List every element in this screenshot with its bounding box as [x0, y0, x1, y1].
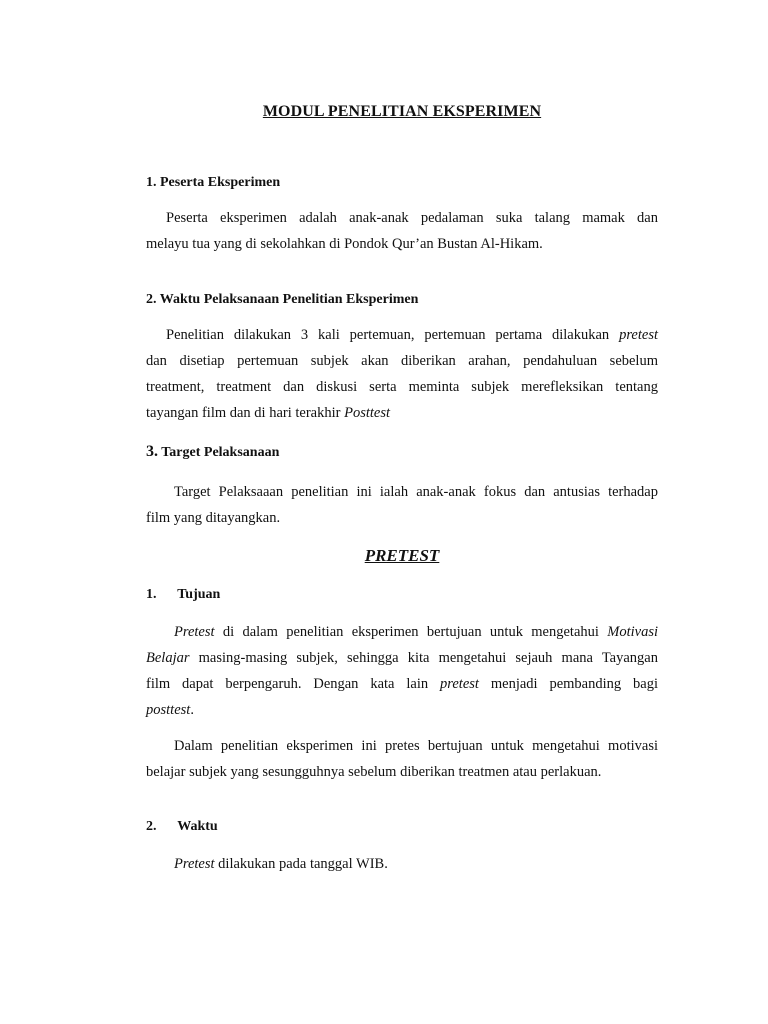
section-3-heading — [146, 443, 279, 461]
paragraph-line: Target Pelaksaaan penelitian ini ialah anak-anak fokus dan antusias terhadap — [174, 484, 658, 500]
paragraph-line: Dalam penelitian eksperimen ini pretes bertujuan untuk mengetahui motivasi — [174, 738, 658, 754]
paragraph-line — [146, 400, 658, 426]
paragraph-line — [146, 697, 658, 723]
text-run: dilakukan pada tanggal WIB. — [214, 856, 388, 872]
text-run: masing-masing subjek, sehingga kita mengetahui sejauh mana Tayangan — [189, 650, 658, 666]
paragraph-line — [146, 619, 658, 645]
section-title: Peserta Eksperimen — [160, 175, 281, 190]
section-3-paragraph — [146, 479, 658, 531]
paragraph-line: belajar subjek yang sesungguhnya sebelum diberikan treatmen atau perlakuan. — [146, 764, 602, 780]
text-run: Penelitian dilakukan 3 kali pertemuan, pertemuan pertama dilakukan — [166, 327, 620, 343]
section-1-paragraph — [146, 205, 658, 257]
tujuan-paragraph-1 — [146, 619, 658, 723]
section-2-paragraph — [146, 322, 658, 426]
text-run: tayangan film dan di hari terakhir — [146, 405, 345, 421]
paragraph-line: treatment, treatment dan diskusi serta meminta subjek merefleksikan tentang — [146, 379, 658, 395]
text-run: di dalam penelitian eksperimen bertujuan untuk mengetahui — [214, 624, 608, 640]
section-1-heading — [146, 175, 280, 191]
document-title: MODUL PENELITIAN EKSPERIMEN — [262, 103, 542, 120]
tujuan-paragraph-2 — [146, 733, 658, 785]
text-run: menjadi pembanding bagi — [478, 676, 658, 692]
paragraph-line — [146, 851, 658, 877]
italic-term: pretest — [619, 327, 658, 343]
section-number: 3. — [146, 443, 158, 460]
italic-term: Motivasi — [607, 624, 658, 640]
section-title: Waktu Pelaksanaan Penelitian Eksperimen — [159, 292, 419, 307]
waktu-paragraph — [146, 851, 658, 877]
paragraph-line — [146, 671, 658, 697]
italic-term: pretest — [440, 676, 479, 692]
pretest-title: PRETEST — [364, 546, 440, 565]
italic-term: posttest — [146, 702, 191, 718]
section-number: 1. — [146, 587, 157, 602]
paragraph-line — [146, 645, 658, 671]
section-number: 1. — [146, 175, 157, 190]
italic-term: Pretest — [174, 624, 215, 640]
section-title: Waktu — [177, 819, 218, 834]
italic-term: Belajar — [146, 650, 190, 666]
section-number: 2. — [146, 819, 157, 834]
tujuan-heading — [146, 587, 220, 603]
italic-term: Posttest — [344, 405, 391, 421]
section-number: 2. — [146, 292, 157, 307]
paragraph-line: film yang ditayangkan. — [146, 510, 281, 526]
text-run: . — [190, 702, 194, 718]
section-title: Tujuan — [177, 587, 221, 602]
section-2-heading — [146, 292, 418, 308]
text-run: film dapat berpengaruh. Dengan kata lain — [146, 676, 441, 692]
italic-term: Pretest — [174, 856, 215, 872]
paragraph-line — [146, 322, 658, 348]
paragraph-line: dan disetiap pertemuan subjek akan diberikan arahan, pendahuluan sebelum — [146, 353, 658, 369]
paragraph-line: Peserta eksperimen adalah anak-anak pedalaman suka talang mamak dan — [166, 210, 658, 226]
waktu-heading — [146, 819, 218, 835]
section-title: Target Pelaksanaan — [161, 445, 280, 460]
paragraph-line: melayu tua yang di sekolahkan di Pondok Qur’an Bustan Al-Hikam. — [146, 236, 543, 252]
